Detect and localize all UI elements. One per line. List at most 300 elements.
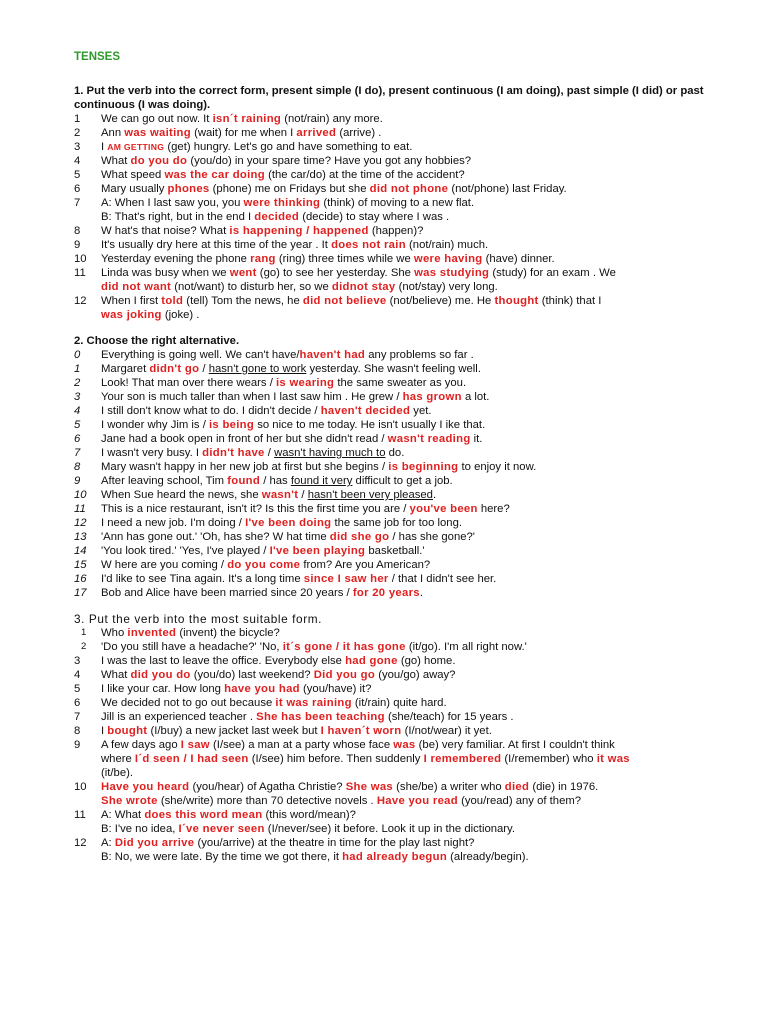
item-text bbox=[101, 238, 714, 252]
item-number: 12 bbox=[74, 295, 87, 307]
prompt-text: / has bbox=[260, 475, 291, 487]
prompt-text: (have) dinner. bbox=[482, 253, 555, 265]
item-text bbox=[101, 196, 714, 210]
prompt-text: This is a nice restaurant, isn't it? Is this the first time you are / bbox=[101, 503, 410, 515]
answer-text: did not believe bbox=[302, 295, 387, 307]
item-text bbox=[101, 224, 714, 238]
prompt-text: Your son is much taller than when I last saw him . He grew / bbox=[101, 391, 403, 403]
exercise-line bbox=[74, 822, 714, 836]
prompt-text: We can go out now. It bbox=[101, 113, 213, 125]
exercise-line bbox=[74, 280, 714, 294]
prompt-text: / that I didn't see her. bbox=[388, 573, 497, 585]
prompt-text: (happen)? bbox=[368, 225, 424, 237]
prompt-text: (she/teach) for 15 years . bbox=[384, 711, 514, 723]
prompt-text: (you/go) away? bbox=[375, 669, 456, 681]
item-text bbox=[101, 252, 714, 266]
item-number: 17 bbox=[74, 587, 87, 599]
item-number: 8 bbox=[74, 225, 81, 237]
item-text bbox=[101, 586, 714, 600]
prompt-text: yesterday. She wasn't feeling well. bbox=[306, 363, 481, 375]
prompt-text: (you/arrive) at the theatre in time for the play last night? bbox=[194, 837, 475, 849]
prompt-text: What speed bbox=[101, 169, 165, 181]
item-text bbox=[101, 530, 714, 544]
prompt-text: I need a new job. I'm doing / bbox=[101, 517, 246, 529]
exercise-line bbox=[74, 460, 714, 474]
prompt-text: (invent) the bicycle? bbox=[176, 627, 280, 639]
item-number: 10 bbox=[74, 781, 87, 793]
answer-text: She was bbox=[345, 781, 394, 793]
prompt-text: it. bbox=[470, 433, 483, 445]
prompt-text: What bbox=[101, 669, 131, 681]
answer-text: is happening / happened bbox=[229, 225, 369, 237]
prompt-text: 'Do you still have a headache?' 'No, bbox=[101, 641, 283, 653]
exercise-line bbox=[74, 474, 714, 488]
exercise-line bbox=[74, 710, 714, 724]
prompt-text: I still don't know what to do. I didn't decide / bbox=[101, 405, 321, 417]
answer-text: She wrote bbox=[101, 795, 158, 807]
prompt-text: A: bbox=[101, 837, 115, 849]
item-text bbox=[101, 710, 714, 724]
item-number: 5 bbox=[74, 683, 81, 695]
prompt-text: (go) to see her yesterday. She bbox=[256, 267, 415, 279]
exercise-line bbox=[74, 586, 714, 600]
exercise-line bbox=[74, 252, 714, 266]
answer-text: was joking bbox=[101, 309, 162, 321]
item-text bbox=[101, 502, 714, 516]
prompt-text: W here are you coming / bbox=[101, 559, 228, 571]
item-number: 7 bbox=[74, 197, 81, 209]
item-number bbox=[74, 280, 101, 294]
prompt-text: (this word/mean)? bbox=[262, 809, 356, 821]
item-text bbox=[101, 572, 714, 586]
answer-text: it´s gone / it has gone bbox=[282, 641, 406, 653]
answer-text: was waiting bbox=[124, 127, 191, 139]
exercise-line bbox=[74, 348, 714, 362]
exercise-line bbox=[74, 488, 714, 502]
answer-text: Have you heard bbox=[101, 781, 190, 793]
exercise-line bbox=[74, 224, 714, 238]
prompt-text: (think) that I bbox=[538, 295, 602, 307]
prompt-text: (you/do) in your spare time? Have you got any hobbies? bbox=[187, 155, 472, 167]
prompt-text: (the car/do) at the time of the accident? bbox=[264, 169, 465, 181]
item-number: 2 bbox=[74, 127, 81, 139]
prompt-text: (I/buy) a new jacket last week but bbox=[147, 725, 321, 737]
exercise-line bbox=[74, 724, 714, 738]
item-number: 6 bbox=[74, 697, 81, 709]
item-text bbox=[101, 766, 714, 780]
item-text bbox=[101, 516, 714, 530]
prompt-text: (it/rain) quite hard. bbox=[351, 697, 447, 709]
prompt-text: here? bbox=[477, 503, 510, 515]
prompt-text: the same job for too long. bbox=[331, 517, 462, 529]
prompt-text: When I first bbox=[101, 295, 162, 307]
answer-text: wasn't bbox=[261, 489, 299, 501]
answer-text: wasn't reading bbox=[387, 433, 471, 445]
item-text bbox=[101, 348, 714, 362]
item-number bbox=[74, 308, 101, 322]
section-3-heading: 3. Put the verb into the most suitable form. bbox=[74, 612, 323, 626]
item-number: 9 bbox=[74, 239, 81, 251]
prompt-text: (not/stay) very long. bbox=[395, 281, 498, 293]
exercise-line bbox=[74, 572, 714, 586]
exercise-line bbox=[74, 182, 714, 196]
item-text bbox=[101, 682, 714, 696]
answer-text: were having bbox=[413, 253, 483, 265]
item-text bbox=[101, 696, 714, 710]
item-number: 4 bbox=[74, 405, 81, 417]
item-text bbox=[101, 294, 714, 308]
prompt-text: I wonder why Jim is / bbox=[101, 419, 209, 431]
prompt-text: 'You look tired.' 'Yes, I've played / bbox=[101, 545, 270, 557]
prompt-text: Linda was busy when we bbox=[101, 267, 230, 279]
item-text bbox=[101, 376, 714, 390]
prompt-text: I was the last to leave the office. Everybody else bbox=[101, 655, 346, 667]
prompt-text: (I/see) a man at a party whose face bbox=[209, 739, 394, 751]
exercise-line bbox=[74, 696, 714, 710]
answer-text: I remembered bbox=[423, 753, 502, 765]
worksheet-page bbox=[74, 50, 714, 864]
item-number: 8 bbox=[74, 461, 81, 473]
prompt-text: (think) of moving to a new flat. bbox=[320, 197, 475, 209]
item-number: 7 bbox=[74, 447, 81, 459]
answer-text: went bbox=[229, 267, 257, 279]
exercise-line bbox=[74, 404, 714, 418]
item-text bbox=[101, 724, 714, 738]
exercise-line bbox=[74, 794, 714, 808]
prompt-text: (tell) Tom the news, he bbox=[183, 295, 303, 307]
item-number: 11 bbox=[74, 503, 86, 515]
item-text bbox=[101, 794, 714, 808]
item-text bbox=[101, 112, 714, 126]
answer-text: does this word mean bbox=[144, 809, 263, 821]
item-number bbox=[74, 752, 101, 766]
item-text bbox=[101, 168, 714, 182]
item-text bbox=[101, 210, 714, 224]
prompt-text: / bbox=[199, 363, 209, 375]
prompt-text: I wasn't very busy. I bbox=[101, 447, 203, 459]
prompt-text: (already/begin). bbox=[447, 851, 529, 863]
prompt-text: Jane had a book open in front of her but she didn't read / bbox=[101, 433, 388, 445]
exercise-line bbox=[74, 808, 714, 822]
item-text bbox=[101, 836, 714, 850]
prompt-text: Bob and Alice have been married since 20 years / bbox=[101, 587, 353, 599]
item-text bbox=[101, 738, 714, 752]
exercise-line bbox=[74, 432, 714, 446]
prompt-text: (study) for an exam . We bbox=[489, 267, 616, 279]
prompt-text: 'Ann has gone out.' 'Oh, has she? W hat time bbox=[101, 531, 330, 543]
exercise-line bbox=[74, 294, 714, 308]
underlined-text: found it very bbox=[290, 475, 353, 487]
exercise-line bbox=[74, 126, 714, 140]
item-text bbox=[101, 752, 714, 766]
answer-text: is being bbox=[208, 419, 255, 431]
prompt-text: yet. bbox=[410, 405, 432, 417]
exercise-line bbox=[74, 766, 714, 780]
prompt-text: / has she gone?' bbox=[389, 531, 475, 543]
prompt-text: B: I've no idea, bbox=[101, 823, 179, 835]
prompt-text: When Sue heard the news, she bbox=[101, 489, 262, 501]
prompt-text: (she/write) more than 70 detective novels . bbox=[157, 795, 377, 807]
item-text bbox=[101, 362, 714, 376]
item-number: 15 bbox=[74, 559, 87, 571]
prompt-text: where bbox=[101, 753, 135, 765]
prompt-text: After leaving school, Tim bbox=[101, 475, 228, 487]
answer-text: I´d seen / I had seen bbox=[134, 753, 249, 765]
answer-text: had already begun bbox=[342, 851, 448, 863]
prompt-text: (not/want) to disturb her, so we bbox=[171, 281, 332, 293]
exercise-line bbox=[74, 544, 714, 558]
answer-text: bought bbox=[107, 725, 148, 737]
exercise-line bbox=[74, 682, 714, 696]
exercise-line bbox=[74, 516, 714, 530]
prompt-text: (I/remember) who bbox=[501, 753, 597, 765]
answer-text: AM GETTING bbox=[107, 142, 165, 152]
item-text bbox=[101, 418, 714, 432]
item-text bbox=[101, 182, 714, 196]
prompt-text: from? Are you American? bbox=[300, 559, 431, 571]
prompt-text: A: What bbox=[101, 809, 145, 821]
exercise-line bbox=[74, 238, 714, 252]
prompt-text: Everything is going well. We can't have/ bbox=[101, 349, 300, 361]
item-number: 10 bbox=[74, 489, 87, 501]
answer-text: invented bbox=[127, 627, 177, 639]
underlined-text: hasn't gone to work bbox=[208, 363, 307, 375]
exercise-line bbox=[74, 418, 714, 432]
section-1-heading: 1. Put the verb into the correct form, present simple (I do), present continuous (I am doing), past simple (I did) or past continuous (I was doing). bbox=[74, 85, 704, 111]
answer-text: is beginning bbox=[388, 461, 459, 473]
item-number: 5 bbox=[74, 419, 81, 431]
prompt-text: B: That's right, but in the end I bbox=[101, 211, 255, 223]
prompt-text: What bbox=[101, 155, 131, 167]
item-text bbox=[101, 488, 714, 502]
exercise-line bbox=[74, 502, 714, 516]
prompt-text: (go) home. bbox=[397, 655, 456, 667]
exercise-line bbox=[74, 266, 714, 280]
prompt-text: basketball.' bbox=[365, 545, 425, 557]
item-text bbox=[101, 390, 714, 404]
item-number: 8 bbox=[74, 725, 81, 737]
prompt-text: (you/do) last weekend? bbox=[190, 669, 314, 681]
item-number bbox=[74, 794, 101, 808]
answer-text: have you had bbox=[224, 683, 300, 695]
item-number: 2 bbox=[74, 377, 81, 389]
item-number: 4 bbox=[74, 155, 81, 167]
item-number: 1 bbox=[74, 363, 81, 375]
answer-text: do you come bbox=[227, 559, 301, 571]
answer-text: arrived bbox=[296, 127, 337, 139]
item-text bbox=[101, 668, 714, 682]
prompt-text: (die) in 1976. bbox=[529, 781, 599, 793]
prompt-text: do. bbox=[385, 447, 405, 459]
item-text bbox=[101, 280, 714, 294]
prompt-text: a lot. bbox=[461, 391, 490, 403]
item-number: 3 bbox=[74, 655, 81, 667]
item-number: 1 bbox=[81, 627, 87, 638]
item-text bbox=[101, 822, 714, 836]
item-text bbox=[101, 474, 714, 488]
underlined-text: wasn't having much to bbox=[274, 447, 386, 459]
answer-text: had gone bbox=[345, 655, 398, 667]
answer-text: haven't decided bbox=[320, 405, 411, 417]
prompt-text: (not/rain) much. bbox=[405, 239, 489, 251]
underlined-text: hasn't been very pleased bbox=[307, 489, 433, 501]
answer-text: phones bbox=[167, 183, 210, 195]
prompt-text: to enjoy it now. bbox=[458, 461, 537, 473]
prompt-text: (joke) . bbox=[161, 309, 200, 321]
prompt-text: I bbox=[101, 141, 108, 153]
section-1-list bbox=[74, 112, 714, 322]
prompt-text: Who bbox=[101, 627, 128, 639]
item-number: 11 bbox=[74, 267, 86, 279]
item-number: 5 bbox=[74, 169, 81, 181]
section-3-list bbox=[74, 626, 714, 864]
prompt-text: Look! That man over there wears / bbox=[101, 377, 276, 389]
answer-text: do you do bbox=[130, 155, 188, 167]
item-text bbox=[101, 654, 714, 668]
exercise-line bbox=[74, 668, 714, 682]
answer-text: since I saw her bbox=[303, 573, 389, 585]
answer-text: didnot stay bbox=[331, 281, 396, 293]
exercise-line bbox=[74, 140, 714, 154]
item-text bbox=[101, 266, 714, 280]
item-text bbox=[101, 308, 714, 322]
item-number: 12 bbox=[74, 837, 87, 849]
prompt-text: (wait) for me when I bbox=[190, 127, 297, 139]
item-number: 14 bbox=[74, 545, 87, 557]
exercise-line bbox=[74, 210, 714, 224]
item-text bbox=[101, 140, 714, 154]
prompt-text: (not/rain) any more. bbox=[281, 113, 383, 125]
exercise-line bbox=[74, 640, 714, 654]
prompt-text: (it/go). I'm all right now.' bbox=[405, 641, 527, 653]
answer-text: died bbox=[504, 781, 530, 793]
prompt-text: (be) very familiar. At first I couldn't think bbox=[415, 739, 615, 751]
answer-text: did not phone bbox=[369, 183, 449, 195]
answer-text: was the car doing bbox=[164, 169, 265, 181]
prompt-text: (you/hear) of Agatha Christie? bbox=[189, 781, 346, 793]
section-2 bbox=[74, 334, 714, 600]
item-number: 4 bbox=[74, 669, 81, 681]
item-text bbox=[101, 544, 714, 558]
exercise-line bbox=[74, 362, 714, 376]
item-text bbox=[101, 808, 714, 822]
item-text bbox=[101, 404, 714, 418]
item-number: 11 bbox=[74, 809, 86, 821]
prompt-text: Jill is an experienced teacher . bbox=[101, 711, 257, 723]
prompt-text: (ring) three times while we bbox=[275, 253, 414, 265]
answer-text: She has been teaching bbox=[256, 711, 385, 723]
prompt-text: W hat's that noise? What bbox=[101, 225, 230, 237]
item-text bbox=[101, 154, 714, 168]
item-text bbox=[101, 126, 714, 140]
answer-text: did she go bbox=[329, 531, 390, 543]
exercise-line bbox=[74, 446, 714, 460]
answer-text: does not rain bbox=[331, 239, 406, 251]
prompt-text: (it/be). bbox=[101, 767, 134, 779]
item-number: 2 bbox=[81, 641, 87, 652]
prompt-text: any problems so far . bbox=[365, 349, 474, 361]
answer-text: haven't had bbox=[299, 349, 366, 361]
item-number bbox=[74, 210, 101, 224]
prompt-text: (not/phone) last Friday. bbox=[448, 183, 567, 195]
exercise-line bbox=[74, 654, 714, 668]
prompt-text: (arrive) . bbox=[336, 127, 382, 139]
exercise-line bbox=[74, 154, 714, 168]
answer-text: was bbox=[393, 739, 416, 751]
answer-text: it was bbox=[596, 753, 630, 765]
answer-text: told bbox=[161, 295, 184, 307]
prompt-text: (I/see) him before. Then suddenly bbox=[248, 753, 424, 765]
prompt-text: (I/not/wear) it yet. bbox=[401, 725, 492, 737]
answer-text: rang bbox=[250, 253, 276, 265]
answer-text: didn't have bbox=[202, 447, 265, 459]
answer-text: has grown bbox=[402, 391, 462, 403]
exercise-line bbox=[74, 780, 714, 794]
answer-text: Did you go bbox=[313, 669, 376, 681]
answer-text: Did you arrive bbox=[114, 837, 195, 849]
prompt-text: difficult to get a job. bbox=[352, 475, 453, 487]
prompt-text: A few days ago bbox=[101, 739, 181, 751]
exercise-line bbox=[74, 168, 714, 182]
prompt-text: Mary usually bbox=[101, 183, 168, 195]
prompt-text: / bbox=[298, 489, 308, 501]
answer-text: I saw bbox=[180, 739, 210, 751]
answer-text: thought bbox=[494, 295, 539, 307]
item-number bbox=[74, 766, 101, 780]
exercise-line bbox=[74, 558, 714, 572]
item-text bbox=[101, 460, 714, 474]
prompt-text: . bbox=[432, 489, 437, 501]
prompt-text: I bbox=[101, 725, 108, 737]
exercise-line bbox=[74, 850, 714, 864]
prompt-text: I like your car. How long bbox=[101, 683, 225, 695]
answer-text: you've been bbox=[409, 503, 478, 515]
prompt-text: (you/read) any of them? bbox=[457, 795, 582, 807]
prompt-text: I'd like to see Tina again. It's a long time bbox=[101, 573, 304, 585]
exercise-line bbox=[74, 308, 714, 322]
item-text bbox=[101, 626, 714, 640]
section-3 bbox=[74, 612, 714, 864]
answer-text: I´ve never seen bbox=[178, 823, 265, 835]
exercise-line bbox=[74, 626, 714, 640]
item-number: 6 bbox=[74, 433, 81, 445]
item-number: 9 bbox=[74, 475, 81, 487]
item-number: 3 bbox=[74, 141, 81, 153]
exercise-line bbox=[74, 738, 714, 752]
item-number: 13 bbox=[74, 531, 87, 543]
answer-text: was studying bbox=[414, 267, 490, 279]
exercise-line bbox=[74, 196, 714, 210]
prompt-text: (not/believe) me. He bbox=[386, 295, 495, 307]
prompt-text: / bbox=[264, 447, 275, 459]
item-number: 0 bbox=[74, 349, 81, 361]
answer-text: isn´t raining bbox=[212, 113, 282, 125]
answer-text: I've been playing bbox=[269, 545, 366, 557]
prompt-text: Mary wasn't happy in her new job at first but she begins / bbox=[101, 461, 389, 473]
item-text bbox=[101, 640, 714, 654]
answer-text: Have you read bbox=[376, 795, 458, 807]
prompt-text: the same sweater as you. bbox=[334, 377, 467, 389]
answer-text: did you do bbox=[130, 669, 191, 681]
answer-text: it was raining bbox=[275, 697, 352, 709]
prompt-text: B: No, we were late. By the time we got there, it bbox=[101, 851, 343, 863]
item-text bbox=[101, 850, 714, 864]
item-number: 3 bbox=[74, 391, 81, 403]
answer-text: found bbox=[227, 475, 261, 487]
prompt-text: so nice to me today. He isn't usually I ike that. bbox=[254, 419, 486, 431]
answer-text: I haven´t worn bbox=[320, 725, 402, 737]
prompt-text: It's usually dry here at this time of the year . It bbox=[101, 239, 332, 251]
